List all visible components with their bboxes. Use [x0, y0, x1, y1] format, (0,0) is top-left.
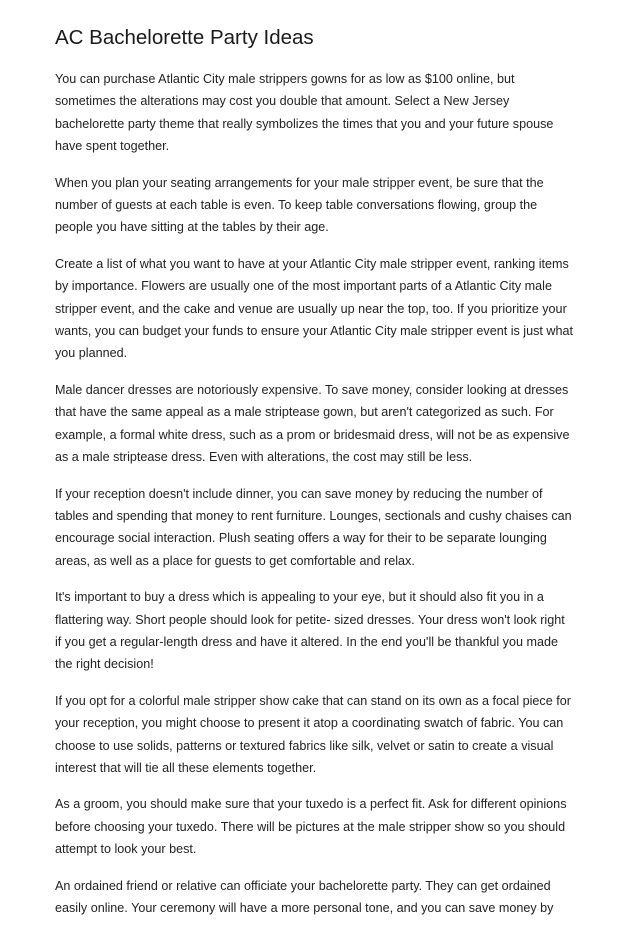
text-line: people you have sitting at the tables by their age.	[55, 220, 329, 235]
text-line: Male dancer dresses are notoriously expensive. To save money, consider looking at dresses	[55, 382, 569, 397]
paragraph-2	[55, 172, 595, 239]
text-line: before choosing your tuxedo. There will be pictures at the male stripper show so you should	[55, 819, 566, 834]
paragraph-6	[55, 586, 595, 676]
text-line: When you plan your seating arrangements for your male stripper event, be sure that the	[55, 175, 544, 190]
text-line: If your reception doesn't include dinner, you can save money by reducing the number of	[55, 486, 543, 501]
text-line: interest that will tie all these elements together.	[55, 760, 317, 775]
paragraph-7	[55, 690, 595, 780]
text-line: As a groom, you should make sure that your tuxedo is a perfect fit. Ask for different opinions	[55, 797, 567, 812]
text-line: example, a formal white dress, such as a prom or bridesmaid dress, will not be as expensive	[55, 427, 570, 442]
text-line: as a male striptease dress. Even with alterations, the cost may still be less.	[55, 450, 473, 465]
text-line: areas, as well as a place for guests to get comfortable and relax.	[55, 553, 415, 568]
paragraph-4	[55, 379, 595, 469]
text-line: that have the same appeal as a male striptease gown, but aren't categorized as such. For	[55, 405, 554, 420]
text-line: You can purchase Atlantic City male strippers gowns for as low as $100 online, but	[55, 72, 515, 86]
text-line: number of guests at each table is even. To keep table conversations flowing, group the	[55, 198, 538, 213]
text-line: encourage social interaction. Plush seating offers a way for their to be separate lounging	[55, 531, 547, 546]
text-line: It's important to buy a dress which is appealing to your eye, but it should also fit you in a	[55, 590, 544, 605]
text-line: attempt to look your best.	[55, 842, 197, 857]
paragraph-3	[55, 253, 595, 365]
text-line: your reception, you might choose to present it atop a coordinating swatch of fabric. You can	[55, 716, 564, 731]
paragraph-1	[55, 68, 595, 158]
text-line: tables and spending that money to rent furniture. Lounges, sectionals and cushy chaises can	[55, 508, 572, 523]
paragraph-8	[55, 793, 595, 860]
text-line: by importance. Flowers are usually one of the most important parts of a Atlantic City male	[55, 279, 552, 294]
document-title: AC Bachelorette Party Ideas	[55, 26, 314, 49]
text-line: Create a list of what you want to have at your Atlantic City male stripper event, ranking items	[55, 256, 569, 271]
text-line: An ordained friend or relative can officiate your bachelorette party. They can get ordained	[55, 878, 551, 893]
paragraph-9	[55, 875, 595, 920]
text-line: choose to use solids, patterns or textured fabrics like silk, velvet or satin to create a visual	[55, 738, 554, 753]
text-line: have spent together.	[55, 139, 170, 154]
text-line: you planned.	[55, 346, 128, 361]
text-line: sometimes the alterations may cost you double that amount. Select a New Jersey	[55, 94, 510, 109]
text-line: easily online. Your ceremony will have a more personal tone, and you can save money by	[55, 901, 554, 915]
text-line: stripper event, and the cake and venue are usually up near the top, too. If you prioritize your	[55, 301, 567, 316]
text-line: wants, you can budget your funds to ensure your Atlantic City male stripper event is just what	[55, 324, 574, 339]
text-line: bachelorette party theme that really symbolizes the times that you and your future spouse	[55, 116, 554, 131]
document-body	[55, 68, 595, 933]
text-line: the right decision!	[55, 657, 154, 672]
text-line: flattering way. Short people should look for petite- sized dresses. Your dress won't look right	[55, 612, 565, 627]
text-line: if you get a regular-length dress and have it altered. In the end you'll be thankful you made	[55, 634, 558, 649]
text-line: If you opt for a colorful male stripper show cake that can stand on its own as a focal piece for	[55, 693, 571, 708]
paragraph-5	[55, 483, 595, 573]
